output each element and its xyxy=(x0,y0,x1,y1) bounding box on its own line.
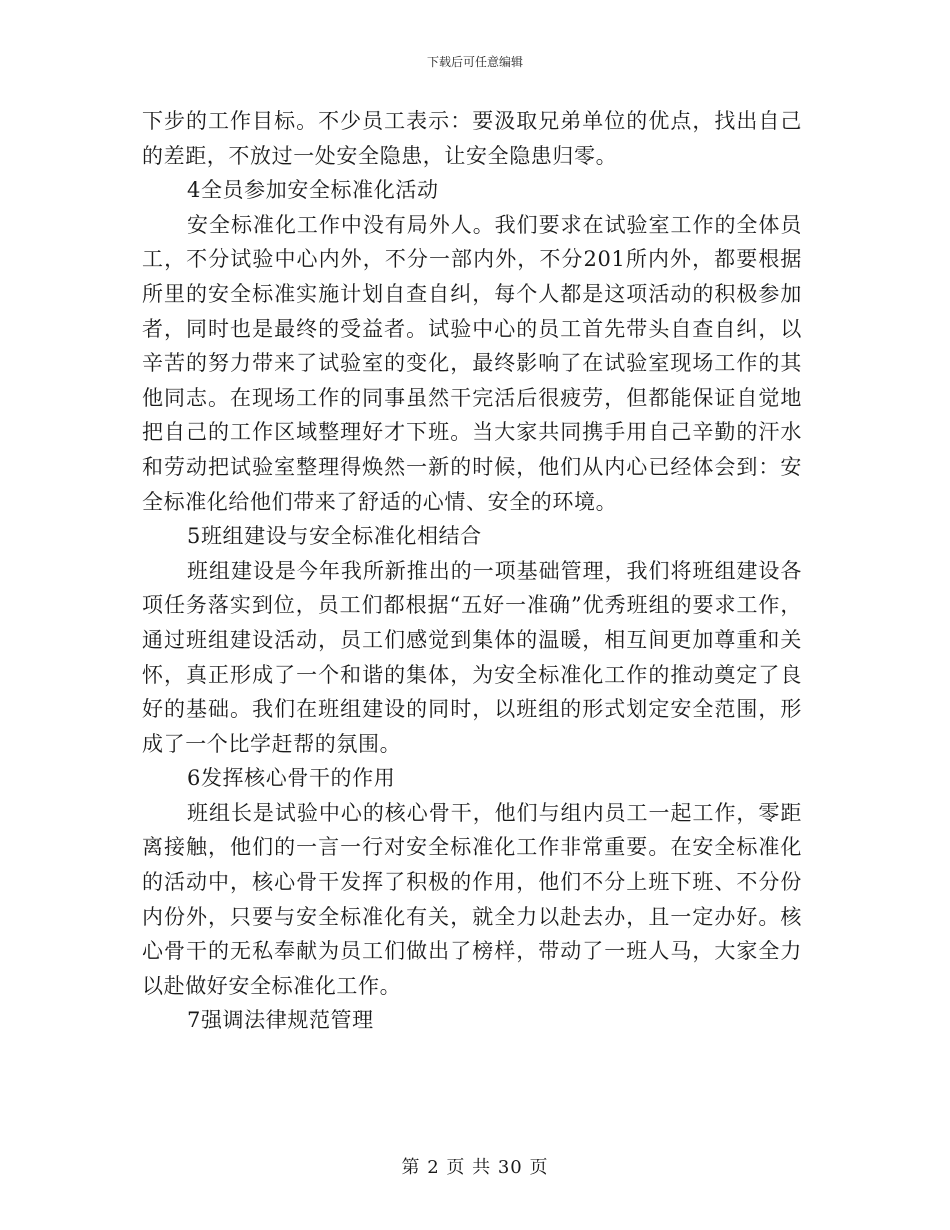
page-footer: 第 2 页 共 30 页 xyxy=(401,1157,549,1178)
section-heading-4: 4全员参加安全标准化活动 xyxy=(187,178,439,203)
paragraph-all-staff: 安全标准化工作中没有局外人。我们要求在试验室工作的全体员工，不分试验中心内外，不分一部内外，不分201所内外，都要根据所里的安全标准实施计划自查自纠，每个人都是这项活动的积极参加者，同时也是最终的受益者。试验中心的员工首先带头自查自纠，以辛苦的努力带来了试验室的变化，最终影响了在试验室现场工作的其他同志。在现场工作的同事虽然干完活后很疲劳，但都能保证自觉地把自己的工作区域整理好才下班。当大家共同携手用自己辛勤的汗水和劳动把试验室整理得焕然一新的时候，他们从内心已经体会到：安全标准化给他们带来了舒适的心情、安全的环境。 xyxy=(142,212,802,514)
section-heading-7: 7强调法律规范管理 xyxy=(187,1008,374,1033)
paragraph-continuation: 下步的工作目标。不少员工表示：要汲取兄弟单位的优点，找出自己的差距，不放过一处安全隐患，让安全隐患归零。 xyxy=(142,109,802,168)
page-header: 下载后可任意编辑 xyxy=(426,55,523,69)
paragraph-team-building: 班组建设是今年我所新推出的一项基础管理，我们将班组建设各项任务落实到位，员工们都根据“五好一准确”优秀班组的要求工作，通过班组建设活动，员工们感觉到集体的温暖，相互间更加尊重和关怀，真正形成了一个和谐的集体，为安全标准化工作的推动奠定了良好的基础。我们在班组建设的同时，以班组的形式划定安全范围，形成了一个比学赶帮的氛围。 xyxy=(142,558,802,756)
section-heading-5: 5班组建设与安全标准化相结合 xyxy=(187,524,482,549)
section-heading-6: 6发挥核心骨干的作用 xyxy=(187,766,396,791)
paragraph-core-backbone: 班组长是试验中心的核心骨干，他们与组内员工一起工作，零距离接触，他们的一言一行对安全标准化工作非常重要。在安全标准化的活动中，核心骨干发挥了积极的作用，他们不分上班下班、不分份内份外，只要与安全标准化有关，就全力以赴去办，且一定办好。核心骨干的无私奉献为员工们做出了榜样，带动了一班人马，大家全力以赴做好安全标准化工作。 xyxy=(142,800,802,998)
document-body xyxy=(142,104,802,1038)
